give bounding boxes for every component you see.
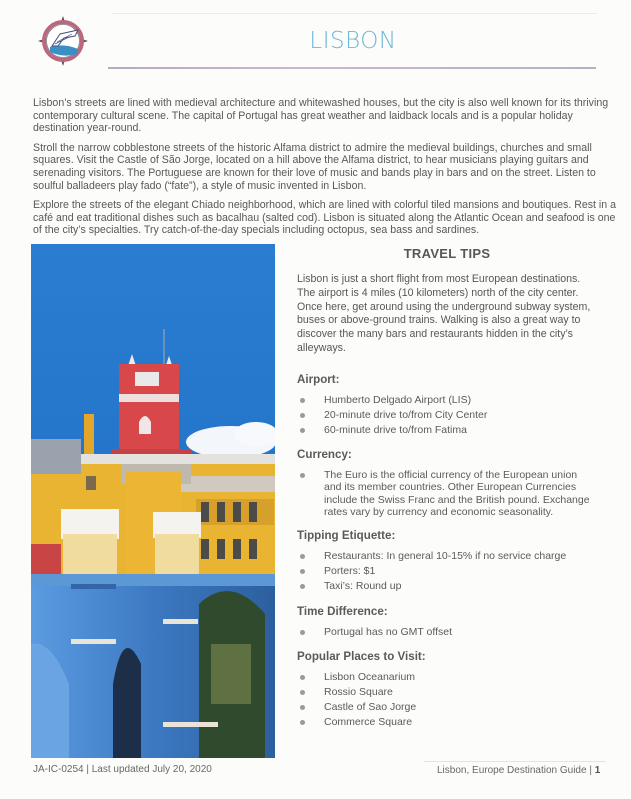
section-heading-airport: Airport: (297, 372, 340, 386)
list-item (297, 701, 597, 715)
list-item-text: Portugal has no GMT offset (324, 625, 453, 638)
list-item-text: Taxi’s: Round up (324, 580, 402, 593)
list-item (297, 469, 597, 518)
list-item-text: 60-minute drive to/from Fatima (324, 423, 467, 436)
list-item-text: 20-minute drive to/from City Center (324, 408, 488, 421)
intro-paragraph: Explore the streets of the elegant Chiado neighborhood, which are lined with colorful tiled mansions and boutiques. Rest in a café and eat traditional dishes such as bacalhau (salted cod). Lisbon is situated along the Atlantic Ocean and seafood is one of the city’s specialties. Try catch-of-the-day specials including octopus, sea bass and sardines. (33, 199, 617, 237)
intro-paragraph: Stroll the narrow cobblestone streets of the historic Alfama district to admire the medieval buildings, churches and small squares. Visit the Castle of São Jorge, located on a hill above the Alfama district, to hear musicians playing guitars and serenading visitors. The Portuguese are known for their love of music and bands play in bars and on the street. Listen to soulful balladeers play fado (“fate”), a style of music invented in Lisbon. (33, 141, 596, 192)
list-item-text: Rossio Square (324, 686, 393, 699)
document-id-footer: JA-IC-0254 | Last updated July 20, 2020 (33, 764, 212, 775)
list-item (297, 394, 597, 408)
title-divider (108, 67, 596, 69)
section-heading-tipping: Tipping Etiquette: (297, 529, 396, 543)
bullet-icon (300, 675, 305, 680)
cruise-ship-compass-logo (38, 16, 88, 66)
page-title: LISBON (309, 28, 397, 54)
list-item-text: The Euro is the official currency of the European union and its member countries. Other European Currencies include the Swiss Franc and the British pound. Exchange rates vary by currency and economic seasonality. (324, 469, 590, 518)
time-difference-list (297, 626, 597, 640)
guide-title: Lisbon, Europe Destination Guide | (437, 765, 595, 776)
list-item (297, 409, 597, 423)
guide-title-footer (437, 765, 600, 776)
currency-list (297, 469, 597, 518)
intro-text (33, 97, 623, 244)
bullet-icon (300, 705, 305, 710)
list-item-text: Restaurants: In general 10-15% if no service charge (324, 550, 567, 563)
list-item (297, 565, 597, 579)
list-item (297, 550, 597, 564)
list-item-text: Castle of Sao Jorge (324, 701, 417, 714)
list-item (297, 626, 597, 640)
list-item-text: Commerce Square (324, 716, 413, 729)
list-item-text: Porters: $1 (324, 565, 376, 578)
travel-tips-panel (297, 246, 597, 741)
list-item-text: Lisbon Oceanarium (324, 671, 416, 684)
page-number: 1 (594, 765, 601, 776)
bullet-icon (300, 413, 305, 418)
bullet-icon (300, 630, 305, 635)
bullet-icon (300, 473, 305, 478)
section-heading-time-difference: Time Difference: (297, 604, 388, 618)
travel-tips-lead: Lisbon is just a short flight from most European destinations. The airport is 4 miles (10 kilometers) north of the city center. Once here, get around using the underground subway system, buses or above-ground trains. Walking is also a great way to discover the many bars and restaurants hidden in the city’s alleyways. (297, 273, 591, 354)
bullet-icon (300, 428, 305, 433)
airport-list (297, 394, 597, 438)
list-item (297, 671, 597, 685)
list-item (297, 716, 597, 730)
header-top-rule (112, 13, 597, 14)
section-heading-popular-places: Popular Places to Visit: (297, 650, 426, 664)
bullet-icon (300, 690, 305, 695)
list-item (297, 580, 597, 594)
section-heading-currency: Currency: (297, 448, 352, 462)
list-item (297, 424, 597, 438)
colorful-palace-towers-photo (31, 244, 275, 758)
footer-divider (424, 761, 606, 762)
popular-places-list (297, 671, 597, 730)
bullet-icon (300, 554, 305, 559)
bullet-icon (300, 584, 305, 589)
bullet-icon (300, 569, 305, 574)
intro-paragraph: Lisbon’s streets are lined with medieval architecture and whitewashed houses, but the city is also well known for its thriving contemporary cultural scene. The capital of Portugal has great weather and laidback locals and is a popular holiday destination year-round. (33, 97, 609, 135)
travel-tips-heading: TRAVEL TIPS (403, 246, 491, 261)
tipping-list (297, 550, 597, 594)
bullet-icon (300, 720, 305, 725)
list-item-text: Humberto Delgado Airport (LIS) (324, 393, 472, 406)
bullet-icon (300, 398, 305, 403)
list-item (297, 686, 597, 700)
